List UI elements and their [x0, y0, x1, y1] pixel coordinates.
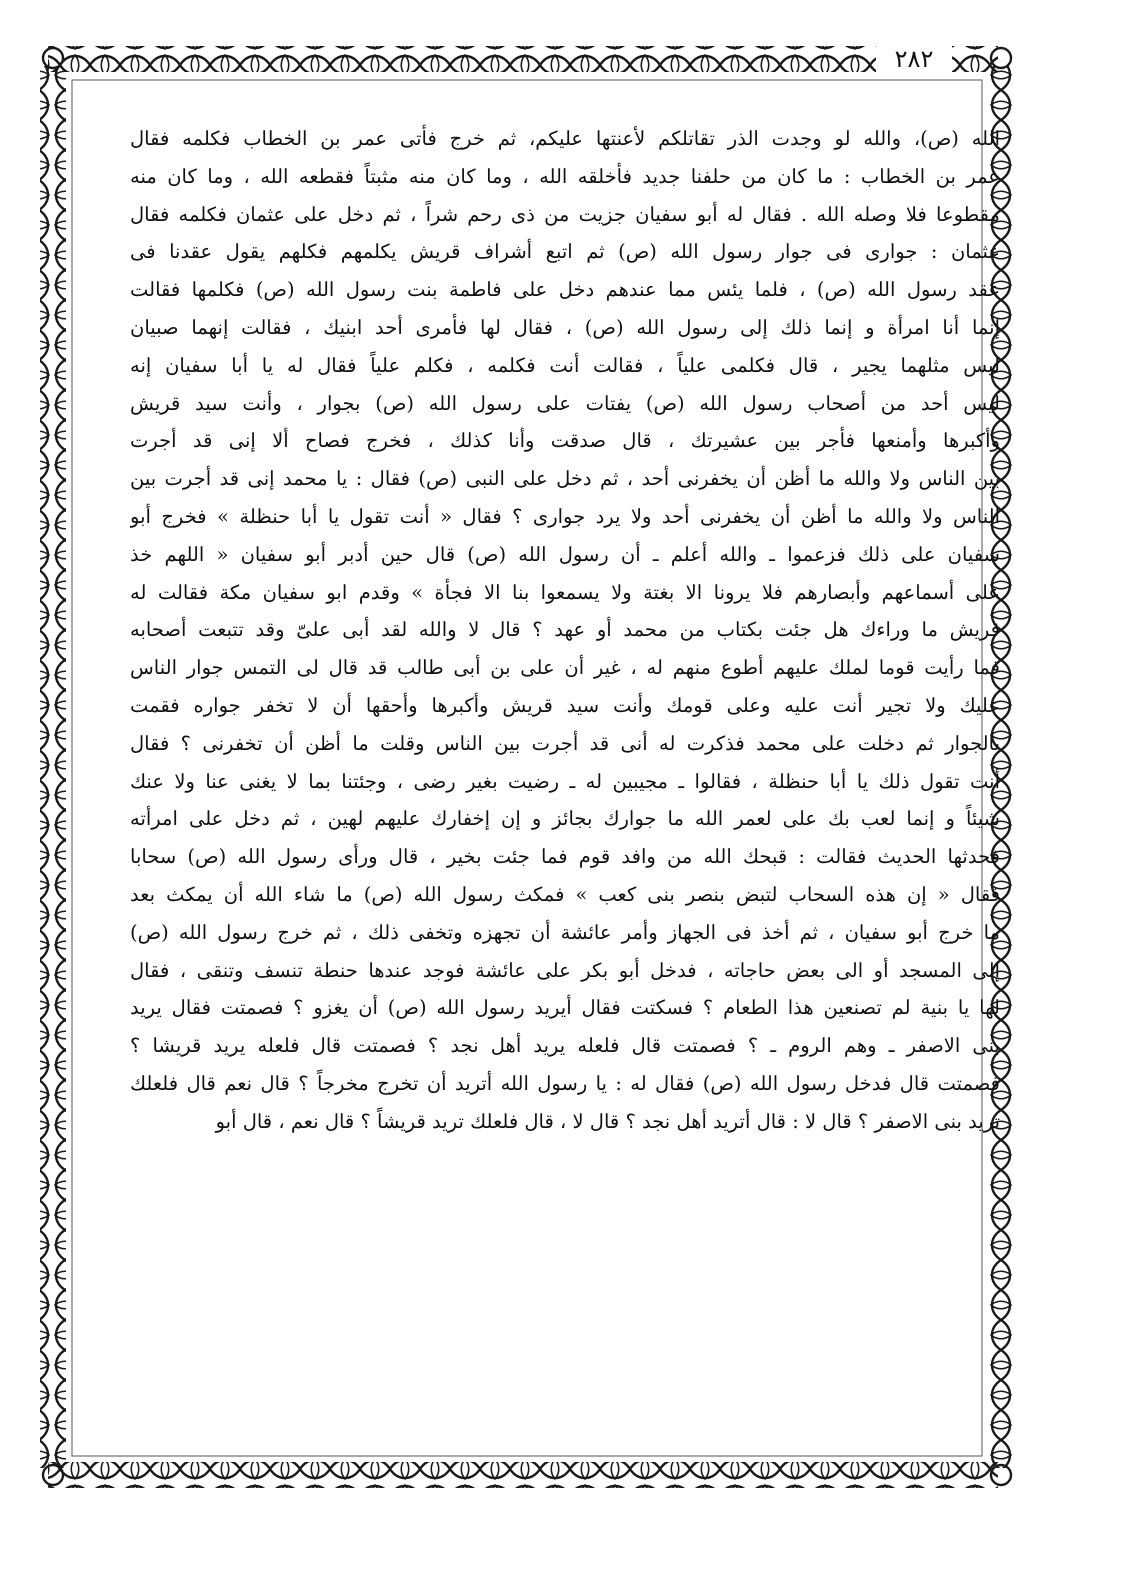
text-line: عليك ولا تجير أنت عليه وعلى قومك وأنت سيد قريش وأكبرها وأحقها أن لا تخفر جواره فقمت	[130, 693, 1000, 717]
text-line: على أسماعهم وأبصارهم فلا يرونا الا بغتة ولا يسمعوا بنا الا فجأة » وقدم ابو سفيان مكة فقالت له	[130, 580, 1000, 604]
text-line: شيئاً و إنما لعب بك على لعمر الله ما جوارك بجائز و إن إخفارك عليهم لهين ، ثم دخل على امرأته	[130, 807, 1000, 831]
text-line: ليس أحد من أصحاب رسول الله (ص) يفتات على رسول الله (ص) بجوار ، وأنت سيد قريش	[130, 391, 1000, 415]
text-line: قريش ما وراءك هل جئت بكتاب من محمد أو عهد ؟ قال لا والله لقد أبى علىّ وقد تتبعت أصحابه	[130, 618, 1000, 642]
text-line: وأكبرها وأمنعها فأجر بين عشيرتك ، قال صدقت وأنا كذلك ، فخرج فصاح ألا إنى قد أجرت	[130, 429, 1000, 453]
text-line: فصمتت قال فدخل رسول الله (ص) فقال له : يا رسول الله أتريد أن تخرج مخرجاً ؟ قال نعم قال فلعلك	[130, 1071, 1000, 1095]
text-line: بنى الاصفر ـ وهم الروم ـ ؟ فصمتت قال فلعله يريد أهل نجد ؟ فصمتت قال فلعله يريد قريشا ؟	[130, 1034, 1000, 1058]
page-number: ٢٨٢	[876, 44, 952, 74]
text-line: إلى المسجد أو الى بعض حاجاته ، فدخل أبو بكر على عائشة فوجد عندها حنطة تنسف وتنقى ، فقال	[130, 958, 1000, 982]
text-line: سفيان على ذلك فزعموا ـ والله أعلم ـ أن رسول الله (ص) قال حين أدبر أبو سفيان « اللهم خذ	[130, 542, 1000, 566]
text-line: ليس مثلهما يجير ، قال فكلمى علياً ، فقالت أنت فكلمه ، فكلم علياً فقال له يا أبا سفيان إنه	[130, 353, 1000, 377]
text-line: عثمان : جوارى فى جوار رسول الله (ص) ثم اتبع أشراف قريش يكلمهم فكلهم يقول عقدنا فى	[130, 240, 1000, 264]
text-line: مقطوعا فلا وصله الله . فقال له أبو سفيان جزيت من ذى رحم شراً ، ثم دخل على عثمان فكلمه فقال	[130, 202, 1000, 226]
text-line: عقد رسول الله (ص) ، فلما يئس مما عندهم دخل على فاطمة بنت رسول الله (ص) فكلمها فقالت	[130, 278, 1000, 302]
text-line: عمر بن الخطاب : ما كان من حلفنا جديد فأخلقه الله ، وما كان منه مثبتاً فقطعه الله ، وما كان منه	[130, 164, 1000, 188]
text-line: الله (ص)، والله لو وجدت الذر تقاتلكم لأعنتها عليكم، ثم خرج فأتى عمر بن الخطاب فكلمه فقال	[130, 127, 1000, 150]
text-line: بين الناس ولا والله ما أظن أن يخفرنى أحد ، ثم دخل على النبى (ص) فقال : يا محمد إنى قد أجرت بين	[130, 467, 1000, 491]
text-line: فحدثها الحديث فقالت : قبحك الله من وافد قوم فما جئت بخير ، قال ورأى رسول الله (ص) سحابا	[130, 845, 1000, 869]
text-line: الناس ولا والله ما أظن أن يخفرنى أحد ولا يرد جوارى ؟ فقال « أنت تقول يا أبا حنظلة » فخرج أبو	[130, 504, 1000, 528]
text-line: فقال « إن هذه السحاب لتبض بنصر بنى كعب » فمكث رسول الله (ص) ما شاء الله أن يمكث بعد	[130, 882, 1000, 906]
text-line: إنما أنا امرأة و إنما ذلك إلى رسول الله (ص) ، فقال لها فأمرى أحد ابنيك ، فقالت إنهما صبيان	[130, 315, 1000, 339]
text-line: ما خرج أبو سفيان ، ثم أخذ فى الجهاز وأمر عائشة أن تجهزه وتخفى ذلك ، ثم خرج رسول الله (ص)	[130, 920, 1000, 944]
text-line: لها يا بنية لم تصنعين هذا الطعام ؟ فسكتت فقال أيريد رسول الله (ص) أن يغزو ؟ فصمتت فقال يريد	[130, 996, 1000, 1020]
text-line: بالجوار ثم دخلت على محمد فذكرت له أنى قد أجرت بين الناس وقلت ما أظن أن تخفرنى ؟ فقال	[130, 731, 1000, 755]
body-text	[130, 120, 1000, 1465]
text-line: تريد بنى الاصفر ؟ قال لا : قال أتريد أهل نجد ؟ قال لا ، قال فلعلك تريد قريشاً ؟ قال نعم ، قال أبو	[215, 1109, 1000, 1133]
text-line: أنت تقول ذلك يا أبا حنظلة ، فقالوا ـ مجيبين له ـ رضيت بغير رضى ، وجئتنا بما لا يغنى عنا ولا عنك	[130, 769, 1000, 793]
text-line: فما رأيت قوما لملك عليهم أطوع منهم له ، غير أن على بن أبى طالب قد قال لى التمس جوار الناس	[130, 656, 1000, 680]
